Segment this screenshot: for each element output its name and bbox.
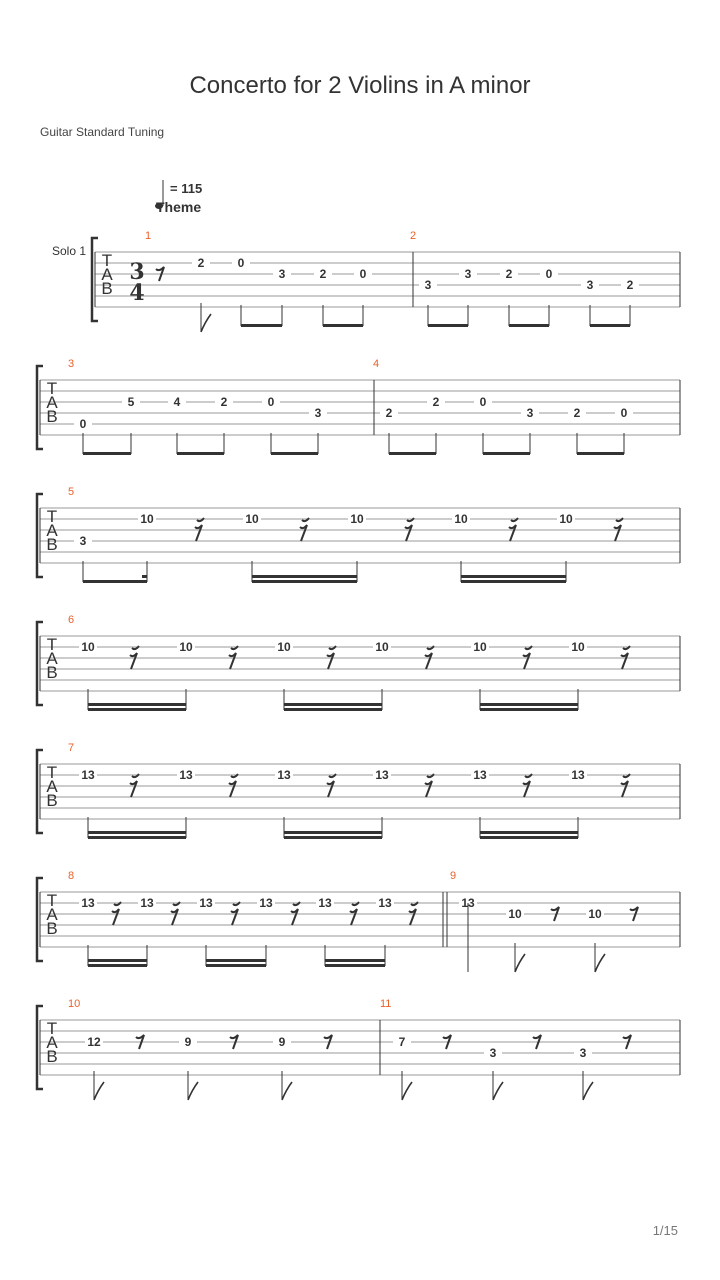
beam-16th (461, 575, 566, 578)
beam (480, 836, 578, 839)
fret-number: 10 (277, 640, 291, 654)
tab-clef-letter: A (46, 905, 58, 924)
beam-16th (252, 575, 357, 578)
fret-number: 10 (508, 907, 522, 921)
fret-number: 5 (127, 395, 135, 409)
beam (284, 708, 382, 711)
beam-16th (325, 959, 385, 962)
fret-number: 3 (464, 267, 472, 281)
measure-number: 6 (68, 614, 75, 626)
fret-number: 13 (571, 768, 585, 782)
beam (252, 580, 357, 583)
fret-number: 3 (79, 534, 87, 548)
beam-16th (480, 831, 578, 834)
fret-number: 2 (385, 406, 393, 420)
tab-clef-letter: T (46, 763, 58, 782)
fret-number: 3 (314, 406, 322, 420)
beam (177, 452, 224, 455)
fret-number: 0 (479, 395, 487, 409)
tab-system (92, 230, 680, 332)
note-flag (201, 314, 211, 332)
fret-number: 10 (588, 907, 602, 921)
tempo-marking: = 115 (170, 181, 203, 196)
fret-number: 13 (179, 768, 193, 782)
fret-number: 13 (140, 896, 154, 910)
beam (88, 708, 186, 711)
fret-number: 13 (81, 768, 95, 782)
measure-number: 9 (450, 870, 457, 882)
tuning-label: Guitar Standard Tuning (40, 125, 165, 139)
beam-16th-stub (142, 575, 147, 578)
note-flag (282, 1082, 292, 1100)
measure-number: 3 (68, 358, 75, 370)
beam (577, 452, 624, 455)
tab-system (37, 358, 680, 455)
measure-number: 11 (380, 998, 392, 1010)
fret-number: 0 (79, 417, 87, 431)
tab-clef-letter: A (46, 649, 58, 668)
beam (483, 452, 530, 455)
section-label: Theme (156, 199, 202, 215)
tab-system (37, 614, 680, 711)
tab-clef-letter: A (46, 521, 58, 540)
fret-number: 13 (473, 768, 487, 782)
fret-number: 0 (620, 406, 628, 420)
tab-system (37, 998, 680, 1100)
beam (206, 964, 266, 967)
fret-number: 0 (359, 267, 367, 281)
tab-clef-letter: B (46, 1047, 58, 1066)
page-number: 1/15 (652, 1223, 678, 1238)
fret-number: 13 (375, 768, 389, 782)
fret-number: 10 (350, 512, 364, 526)
fret-number: 3 (586, 278, 594, 292)
beam (88, 836, 186, 839)
fret-number: 2 (573, 406, 581, 420)
fret-number: 9 (278, 1035, 286, 1049)
beam (271, 452, 318, 455)
beam-16th (88, 703, 186, 706)
beam (461, 580, 566, 583)
measure-number: 10 (68, 998, 81, 1010)
tab-clef-letter: B (46, 791, 58, 810)
beam (509, 324, 549, 327)
fret-number: 2 (319, 267, 327, 281)
fret-number: 4 (173, 395, 181, 409)
note-flag (188, 1082, 198, 1100)
tab-clef-letter: B (46, 407, 58, 426)
fret-number: 2 (432, 395, 440, 409)
tab-clef-letter: T (46, 891, 58, 910)
tab-clef-letter: T (46, 1019, 58, 1038)
note-flag (515, 954, 525, 972)
fret-number: 10 (179, 640, 193, 654)
fret-number: 3 (424, 278, 432, 292)
fret-number: 13 (277, 768, 291, 782)
tab-clef-letter: A (101, 265, 113, 284)
fret-number: 13 (199, 896, 213, 910)
beam-16th (284, 703, 382, 706)
beam-16th (284, 831, 382, 834)
beam (241, 324, 282, 327)
fret-number: 10 (454, 512, 468, 526)
fret-number: 3 (579, 1046, 587, 1060)
fret-number: 13 (318, 896, 332, 910)
instrument-label: Solo 1 (51, 244, 86, 258)
fret-number: 0 (237, 256, 245, 270)
beam (389, 452, 436, 455)
tab-clef-letter: T (46, 507, 58, 526)
song-title: Concerto for 2 Violins in A minor (189, 72, 531, 99)
measure-number: 4 (373, 358, 380, 370)
fret-number: 13 (81, 896, 95, 910)
fret-number: 10 (559, 512, 573, 526)
tab-system (37, 486, 680, 583)
tab-clef-letter: T (46, 379, 58, 398)
beam (83, 452, 131, 455)
fret-number: 13 (259, 896, 273, 910)
fret-number: 2 (505, 267, 513, 281)
fret-number: 2 (626, 278, 634, 292)
fret-number: 2 (197, 256, 205, 270)
fret-number: 3 (489, 1046, 497, 1060)
note-flag (493, 1082, 503, 1100)
beam-16th (88, 831, 186, 834)
beam-16th (480, 703, 578, 706)
measure-number: 5 (68, 486, 75, 498)
fret-number: 0 (545, 267, 553, 281)
tab-clef-letter: T (101, 251, 113, 270)
fret-number: 13 (461, 896, 475, 910)
tab-clef-letter: B (46, 535, 58, 554)
tab-clef-letter: A (46, 777, 58, 796)
fret-number: 3 (278, 267, 286, 281)
fret-number: 7 (398, 1035, 406, 1049)
fret-number: 3 (526, 406, 534, 420)
tab-system (37, 742, 680, 839)
tab-clef-letter: A (46, 393, 58, 412)
note-flag (595, 954, 605, 972)
fret-number: 2 (220, 395, 228, 409)
note-flag (94, 1082, 104, 1100)
fret-number: 10 (140, 512, 154, 526)
tab-clef-letter: T (46, 635, 58, 654)
time-signature-denominator: 4 (129, 280, 145, 306)
beam (428, 324, 468, 327)
measure-number: 8 (68, 870, 75, 882)
tab-clef-letter: A (46, 1033, 58, 1052)
tab-system (37, 870, 680, 972)
fret-number: 10 (245, 512, 259, 526)
beam-16th (88, 959, 147, 962)
measure-number: 2 (410, 230, 417, 242)
fret-number: 9 (184, 1035, 192, 1049)
fret-number: 10 (473, 640, 487, 654)
beam (88, 964, 147, 967)
fret-number: 10 (81, 640, 95, 654)
note-flag (402, 1082, 412, 1100)
time-signature-numerator: 3 (129, 259, 145, 285)
fret-number: 10 (571, 640, 585, 654)
fret-number: 12 (87, 1035, 101, 1049)
note-flag (583, 1082, 593, 1100)
fret-number: 13 (378, 896, 392, 910)
fret-number: 0 (267, 395, 275, 409)
tab-clef-letter: B (101, 279, 113, 298)
measure-number: 7 (68, 742, 75, 754)
tab-clef-letter: B (46, 919, 58, 938)
beam (590, 324, 630, 327)
tab-clef-letter: B (46, 663, 58, 682)
beam (323, 324, 363, 327)
beam (284, 836, 382, 839)
beam-16th (206, 959, 266, 962)
measure-number: 1 (145, 230, 152, 242)
beam (480, 708, 578, 711)
beam (325, 964, 385, 967)
fret-number: 10 (375, 640, 389, 654)
beam (83, 580, 147, 583)
